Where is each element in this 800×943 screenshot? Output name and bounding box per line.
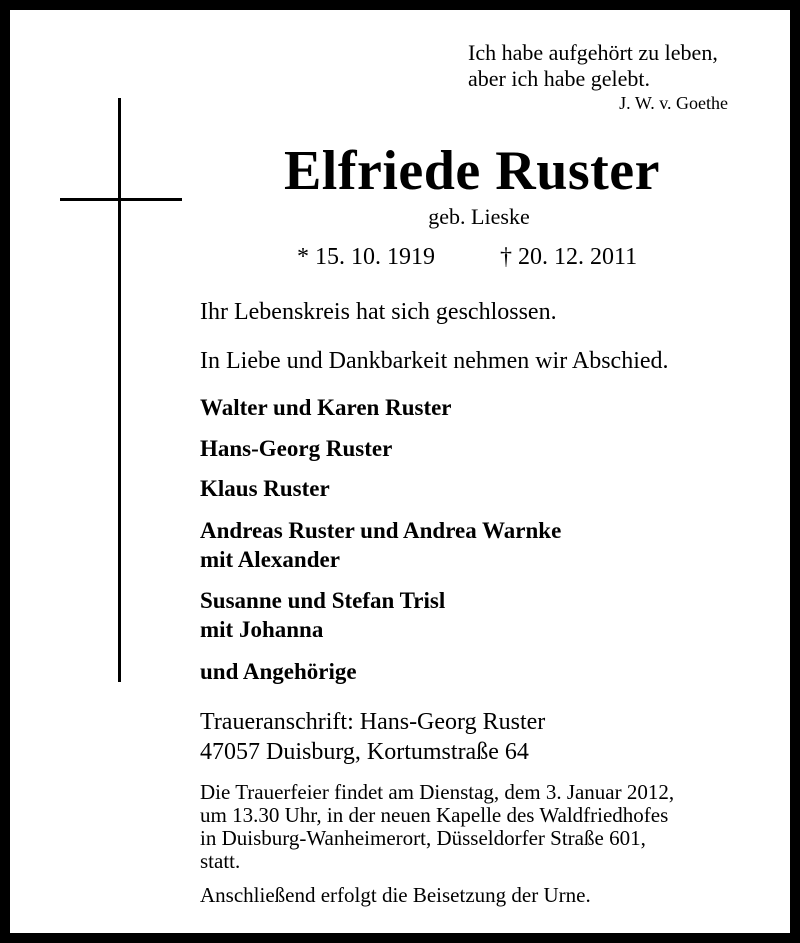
family-member: Susanne und Stefan Trisl — [200, 588, 446, 613]
motto-line-2: aber ich habe gelebt. — [468, 66, 651, 91]
ceremony-line-4: statt. — [200, 849, 241, 873]
birth-date: * 15. 10. 1919 — [297, 244, 435, 270]
motto-author: J. W. v. Goethe — [619, 93, 728, 113]
motto-quote — [468, 40, 718, 92]
family-member: Walter und Karen Ruster — [200, 395, 452, 420]
family-member: Hans-Georg Ruster — [200, 436, 393, 461]
family-member: mit Johanna — [200, 617, 324, 642]
family-member: Andreas Ruster und Andrea Warnke — [200, 518, 562, 543]
message-line-1: Ihr Lebenskreis hat sich geschlossen. — [200, 299, 557, 325]
family-member: und Angehörige — [200, 659, 357, 684]
family-member: Klaus Ruster — [200, 476, 330, 501]
address-line-1: Traueranschrift: Hans-Georg Ruster — [200, 709, 546, 735]
cross-icon-bar — [60, 198, 182, 201]
cross-icon — [118, 98, 121, 682]
deceased-name: Elfriede Ruster — [283, 140, 661, 202]
ceremony-line-2: um 13.30 Uhr, in der neuen Kapelle des Waldfriedhofes — [200, 803, 669, 827]
motto-line-1: Ich habe aufgehört zu leben, — [468, 40, 718, 65]
birth-name: geb. Lieske — [428, 204, 530, 229]
ceremony-line-1: Die Trauerfeier findet am Dienstag, dem 3. Januar 2012, — [200, 780, 675, 804]
family-member: mit Alexander — [200, 547, 340, 572]
message-line-2: In Liebe und Dankbarkeit nehmen wir Abschied. — [200, 348, 669, 374]
death-date: † 20. 12. 2011 — [500, 244, 638, 270]
ceremony-line-5: Anschließend erfolgt die Beisetzung der Urne. — [200, 883, 591, 907]
address-line-2: 47057 Duisburg, Kortumstraße 64 — [200, 739, 529, 765]
ceremony-line-3: in Duisburg-Wanheimerort, Düsseldorfer Straße 601, — [200, 826, 646, 850]
